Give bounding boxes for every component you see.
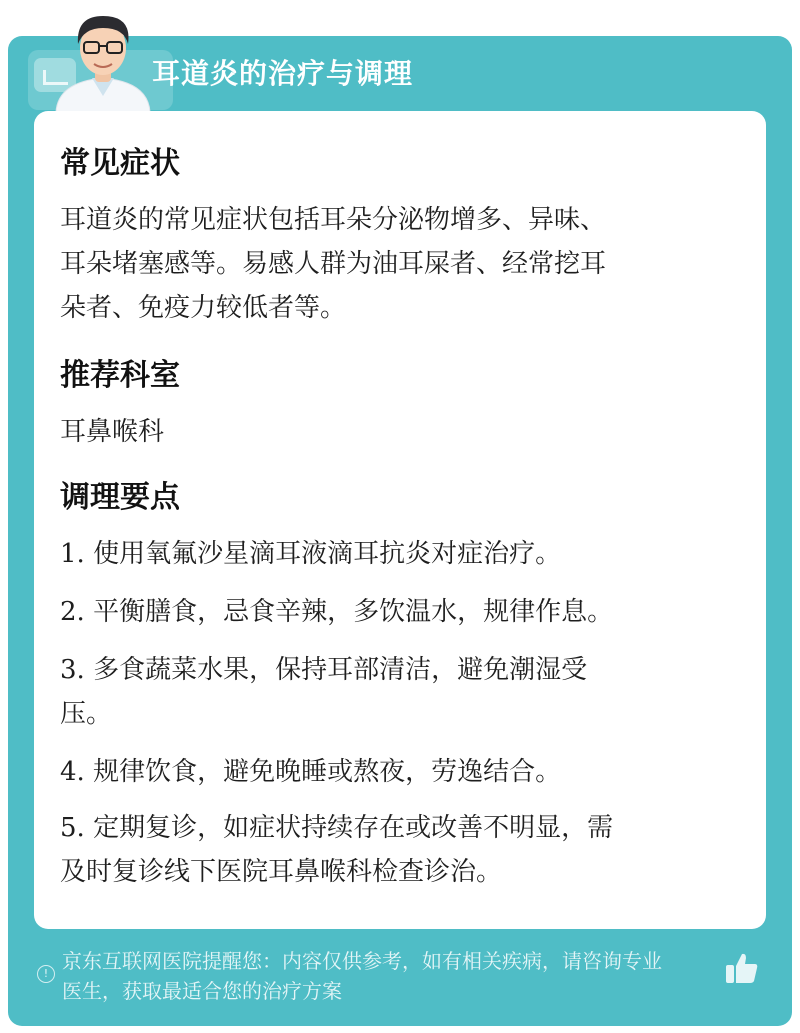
care-item-number: 2. [60, 597, 85, 627]
care-item-4 [60, 750, 730, 794]
care-item-number: 1. [60, 539, 85, 569]
care-item-1 [60, 532, 730, 576]
disclaimer [62, 946, 732, 1006]
symptoms-line: 耳朵堵塞感等。易感人群为油耳屎者、经常挖耳 [60, 249, 607, 279]
symptoms-heading: 常见症状 [60, 146, 180, 181]
department-text: 耳鼻喉科 [60, 417, 165, 447]
department-heading: 推荐科室 [60, 358, 180, 393]
disclaimer-line: 医生，获取最适合您的治疗方案 [62, 979, 342, 1003]
info-icon: ! [37, 965, 55, 983]
care-item-5 [60, 806, 730, 894]
care-item-text: 使用氧氟沙星滴耳液滴耳抗炎对症治疗。 [93, 539, 562, 569]
disclaimer-line: 京东互联网医院提醒您：内容仅供参考，如有相关疾病，请咨询专业 [62, 949, 662, 973]
care-item-number: 5. [60, 813, 85, 843]
thumbs-up-icon[interactable] [724, 950, 760, 986]
care-item-3 [60, 648, 730, 736]
care-item-text: 压。 [60, 699, 113, 729]
care-item-number: 3. [60, 655, 85, 685]
care-item-text: 多食蔬菜水果，保持耳部清洁，避免潮湿受 [93, 655, 588, 685]
care-heading: 调理要点 [60, 480, 180, 515]
care-item-text: 定期复诊，如症状持续存在或改善不明显，需 [93, 813, 614, 843]
care-item-text: 及时复诊线下医院耳鼻喉科检查诊治。 [60, 857, 503, 887]
care-item-text: 规律饮食，避免晚睡或熬夜，劳逸结合。 [93, 757, 562, 787]
symptoms-line: 朵者、免疫力较低者等。 [60, 293, 347, 323]
doctor-avatar [48, 4, 158, 112]
page-title: 耳道炎的治疗与调理 [152, 57, 414, 90]
care-item-text: 平衡膳食，忌食辛辣，多饮温水，规律作息。 [93, 597, 614, 627]
symptoms-line: 耳道炎的常见症状包括耳朵分泌物增多、异味、 [60, 205, 607, 235]
care-item-number: 4. [60, 757, 85, 787]
care-item-2 [60, 590, 730, 634]
symptoms-text [60, 198, 730, 330]
